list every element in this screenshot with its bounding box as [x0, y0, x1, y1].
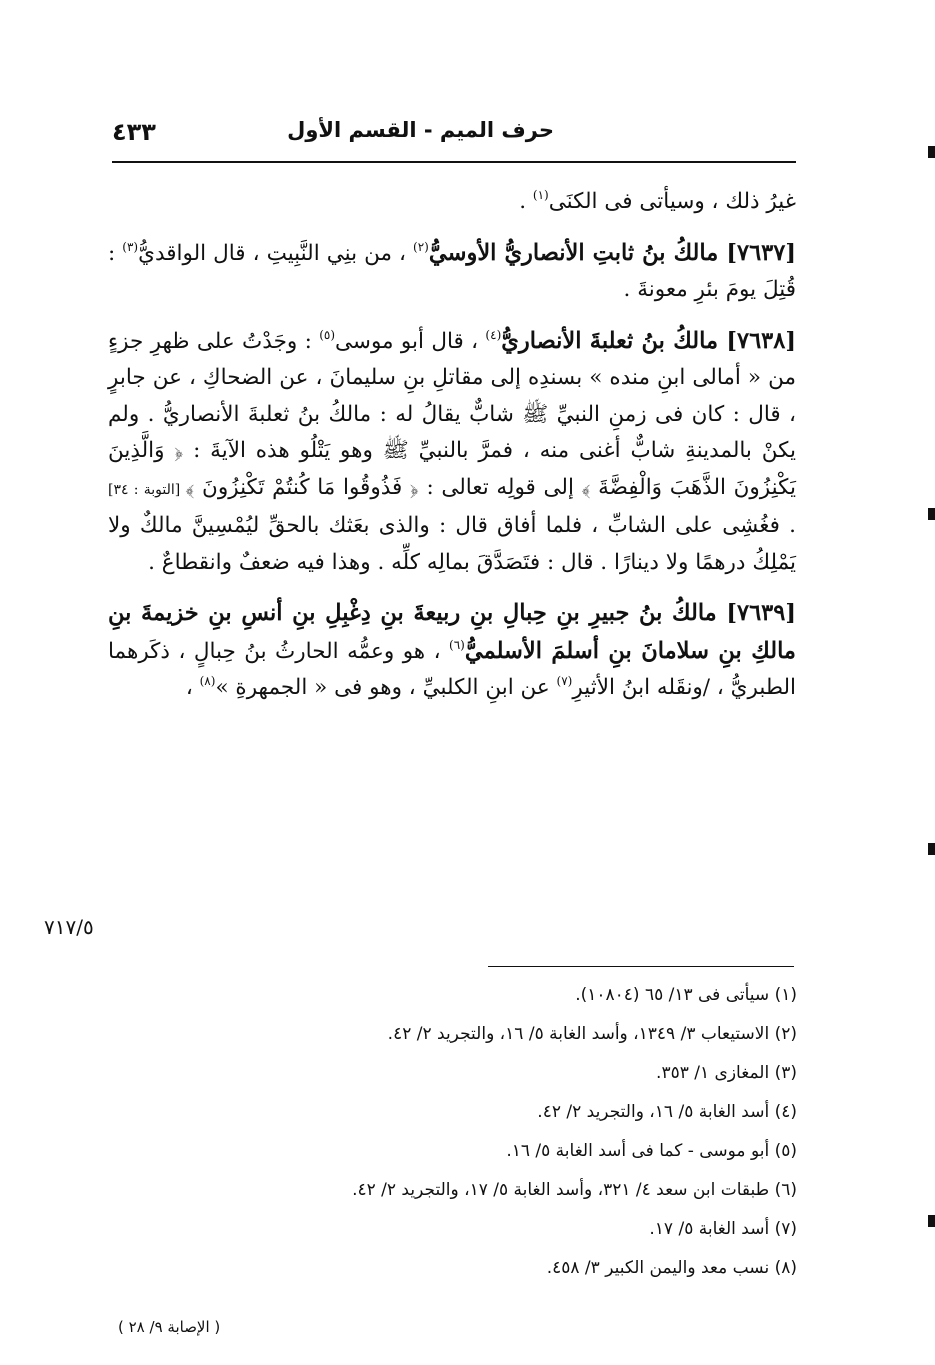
- footnote-marker: (١): [532, 188, 549, 202]
- footnote-item: (٤) أسد الغابة ٥/ ١٦، والتجريد ٢/ ٤٢.: [537, 1102, 797, 1122]
- page-number: ٤٣٣: [112, 118, 156, 146]
- footnote-marker: (٣): [122, 239, 139, 254]
- entry-heading: [٧٦٣٨] مالكُ بنُ ثعلبةَ الأنصاريُّ: [501, 327, 796, 354]
- paragraph-continuation: غيرُ ذلك ، وسيأتى فى الكنَى$^{(١)}$ .: [519, 188, 796, 214]
- page-header: [112, 118, 794, 158]
- header-rule: [112, 161, 796, 163]
- bottom-signature: ( الإصابة ٩/ ٢٨ ): [118, 1318, 221, 1336]
- footnote-marker: (٦): [449, 637, 465, 652]
- footnote-marker: (٢): [413, 239, 429, 254]
- entry-heading: [٧٦٣٩] مالكُ بنُ جبيرِ بنِ حِبالِ بنِ ربيعةَ بنِ دِغْبِلِ بنِ أنسِ بنِ خزيمةَ بنِ مالكِ بنِ سلامانَ بنِ أسلمَ الأسلميُّ: [108, 600, 796, 664]
- footnote-item: (٢) الاستيعاب ٣/ ١٣٤٩، وأسد الغابة ٥/ ١٦، والتجريد ٢/ ٤٢.: [387, 1024, 797, 1044]
- footnote-item: (٨) نسب معد واليمن الكبير ٣/ ٤٥٨.: [546, 1258, 797, 1278]
- edge-mark: [928, 508, 935, 520]
- quran-verse: ﴿ فَذُوقُوا مَا كُنتُمْ تَكْنِزُونَ ﴾: [185, 474, 419, 500]
- entry-7639: [٧٦٣٩] مالكُ بنُ جبيرِ بنِ حِبالِ بنِ ربيعةَ بنِ دِغْبِلِ بنِ أنسِ بنِ خزيمةَ بنِ مالكِ بنِ سلامانَ بنِ أسلمَ الأسلميُّ$^{(٦)}$ ، هو وعمُّه الحارثُ بنُ حِبالٍ ، ذكَرهما الطبريُّ ، /ونقَله ابنُ الأثيرِ$^{(٧)}$ عن ابنِ الكلبيِّ ، وهو فى « الجمهرةِ »$^{(٨)}$ ،: [108, 600, 796, 700]
- footnote-marker: (٧): [556, 674, 573, 688]
- running-title: حرف الميم - القسم الأول: [287, 118, 554, 142]
- footnotes: [237, 976, 797, 1288]
- edge-mark: [928, 1215, 935, 1227]
- footnote-item: (٥) أبو موسى - كما فى أسد الغابة ٥/ ١٦.: [506, 1141, 797, 1161]
- quran-verse: ﴿ وَالَّذِينَ يَكْنِزُونَ الذَّهَبَ وَالْفِضَّةَ ﴾: [108, 438, 797, 500]
- footnote-item: (١) سيأتى فى ١٣/ ٦٥ (١٠٨٠٤).: [575, 985, 797, 1005]
- entry-7637: [٧٦٣٧] مالكُ بنُ ثابتِ الأنصاريُّ الأوسيُّ$^{(٢)}$ ، من بنِي النَّبِيتِ ، قال الواقديُّ$^{(٣)}$ : قُتِلَ يومَ بئرِ معونةَ .: [108, 239, 796, 302]
- footnote-marker: (٤): [485, 327, 502, 342]
- verse-reference: [التوبة : ٣٤]: [108, 481, 186, 498]
- footnote-marker: (٥): [319, 327, 336, 342]
- main-text: [108, 184, 796, 721]
- footnote-item: (٦) طبقات ابن سعد ٤/ ٣٢١، وأسد الغابة ٥/ ١٧، والتجريد ٢/ ٤٢.: [352, 1180, 797, 1200]
- entry-heading: [٧٦٣٧] مالكُ بنُ ثابتِ الأنصاريُّ الأوسيُّ: [428, 239, 796, 266]
- footnote-marker: (٨): [199, 674, 216, 688]
- margin-reference: ٧١٧/٥: [44, 915, 94, 939]
- edge-mark: [928, 843, 935, 855]
- footnote-item: (٧) أسد الغابة ٥/ ١٧.: [649, 1219, 797, 1239]
- entry-7638: [٧٦٣٨] مالكُ بنُ ثعلبةَ الأنصاريُّ$^{(٤)}$ ، قال أبو موسى$^{(٥)}$ : وجَدْتُ على ظهرِ جزءٍ من « أمالى ابنِ منده » بسندِه إلى مقاتلِ بنِ سليمانَ ، عن الضحاكِ ، عن جابرٍ ، قال : كان فى زمنِ النبيِّ ﷺ شابٌّ يقالُ له : مالكُ بنُ ثعلبةَ الأنصاريُّ . ولم يكنْ بالمدينةِ شابٌّ أغنى منه ، فمرَّ بالنبيِّ ﷺ وهو يَتْلُو هذه الآيةَ : ﴿ وَالَّذِينَ يَكْنِزُونَ الذَّهَبَ وَالْفِضَّةَ ﴾ إلى قولِه تعالى : ﴿ فَذُوقُوا مَا كُنتُمْ تَكْنِزُونَ ﴾ [التوبة : ٣٤] . فغُشِى على الشابِّ ، فلما أفاق قال : والذى بعَثك بالحقِّ ليُمْسِينَّ مالكٌ ولا يَمْلِكُ درهمًا ولا دينارًا . قال : فتَصَدَّقَ بمالِه كلِّه . وهذا فيه ضعفٌ وانقطاعٌ .: [108, 327, 797, 575]
- footnote-rule: [488, 966, 794, 967]
- footnote-item: (٣) المغازى ١/ ٣٥٣.: [656, 1063, 797, 1083]
- edge-mark: [928, 146, 935, 158]
